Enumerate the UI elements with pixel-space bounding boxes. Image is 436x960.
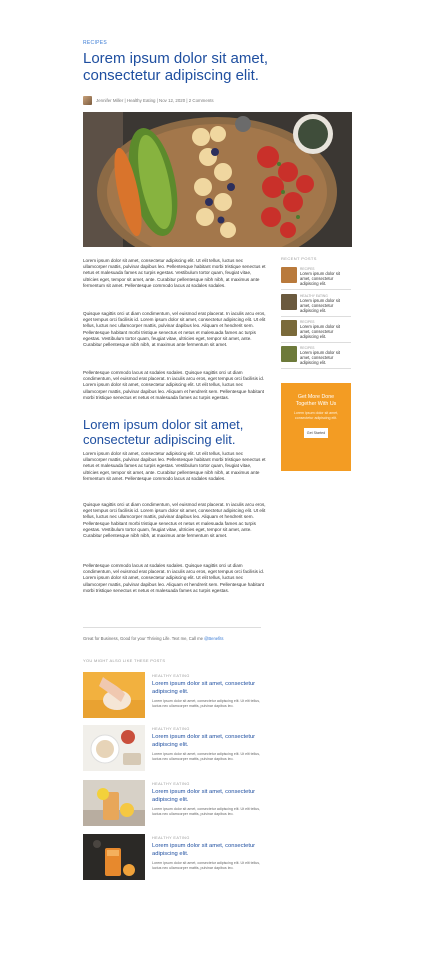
sidebar-post-title[interactable]: Lorem ipsum dolor sit amet, consectetur adipiscing elit. [300,271,341,286]
related-post-category: HEALTHY EATING [152,674,190,678]
sidebar-post[interactable] [281,346,351,369]
sidebar-post[interactable] [281,294,351,317]
related-post-thumbnail[interactable] [83,780,145,826]
related-post-category: HEALTHY EATING [152,836,190,840]
related-post-excerpt: Lorem ipsum dolor sit amet, consectetur adipiscing elit. Ut elit tellus, luctus nec ullamcorper mattis, pulvinar dapibus leo. [152,861,261,870]
sidebar-post-category: RECIPES [300,320,315,324]
article-paragraph: Quisque sagittis orci ut diam condimentum, vel euismod erat placerat. In iaculis arcu eros, eget tempus orci facilisis id. Lorem ipsum dolor sit amet, consectetur adipiscing elit. Ut elit tellus, luctus nec ullamcorper mattis, pulvinar dapibus leo. Aliquam et hendrerit sem. Pellentesque habitant morbi tristique senectus et netus et malesuada fames ac turpis egestas. Vestibulum tortor quam, feugiat vitae, ultricies eget, tempor sit amet, ante. Curabitur pellentesque nibh nibh, at maximus ante fermentum sit amet. [83,311,266,348]
cta-text: Lorem ipsum dolor sit amet, consectetur adipiscing elit. [293,411,339,420]
sidebar-post-thumbnail[interactable] [281,320,297,336]
related-post-thumbnail[interactable] [83,725,145,771]
related-post-thumbnail[interactable] [83,834,145,880]
page-title: Lorem ipsum dolor sit amet, consectetur adipiscing elit. [83,50,269,84]
footer-note-text: Great for Business, Good for your Thriving Life. Text me, Call me [83,636,203,641]
sidebar-post-title[interactable]: Lorem ipsum dolor sit amet, consectetur adipiscing elit. [300,350,341,365]
related-post[interactable] [83,780,268,826]
related-post[interactable] [83,834,268,880]
sidebar-post[interactable] [281,267,351,290]
article-paragraph: Quisque sagittis orci ut diam condimentum, vel euismod erat placerat. In iaculis arcu eros, eget tempus orci facilisis id. Lorem ipsum dolor sit amet, consectetur adipiscing elit. Ut elit tellus, luctus nec ullamcorper mattis, pulvinar dapibus leo. Aliquam et hendrerit sem. Pellentesque habitant morbi tristique senectus et netus et malesuada fames ac turpis egestas. Vestibulum tortor quam, feugiat vitae, ultricies eget, tempor sit amet, ante. Curabitur pellentesque nibh nibh, at maximus ante fermentum sit amet. [83,502,266,539]
sidebar-post-thumbnail[interactable] [281,346,297,362]
cta-box [281,383,351,471]
orange-juice-photo [83,834,145,880]
related-post-thumbnail[interactable] [83,672,145,718]
sidebar [281,256,351,471]
related-post-excerpt: Lorem ipsum dolor sit amet, consectetur adipiscing elit. Ut elit tellus, luctus nec ullamcorper mattis, pulvinar dapibus leo. [152,699,261,708]
related-post-category: HEALTHY EATING [152,782,190,786]
sidebar-post-category: HEALTHY EATING [300,294,328,298]
article-paragraph: Lorem ipsum dolor sit amet, consectetur adipiscing elit. Ut elit tellus, luctus nec ullamcorper mattis, pulvinar dapibus leo. Pellentesque habitant morbi tristique senectus et netus et malesuada fames ac turpis egestas. Vestibulum tortor quam, feugiat vitae, ultricies eget, tempor sit amet, ante. Curabitur pellentesque nibh nibh, at maximus ante fermentum sit amet. Pellentesque commodo lacus at sodales sodales. [83,258,266,288]
related-post-excerpt: Lorem ipsum dolor sit amet, consectetur adipiscing elit. Ut elit tellus, luctus nec ullamcorper mattis, pulvinar dapibus leo. [152,807,261,816]
avatar [83,96,92,105]
sidebar-post-title[interactable]: Lorem ipsum dolor sit amet, consectetur adipiscing elit. [300,324,341,339]
sidebar-post-thumbnail[interactable] [281,294,297,310]
sidebar-title: RECENT POSTS [281,256,317,261]
hero-image [83,112,352,247]
article-paragraph: Pellentesque commodo lacus at sodales sodales. Quisque sagittis orci ut diam condimentum, vel euismod erat placerat. In iaculis arcu eros, eget tempus orci facilisis id. Lorem ipsum dolor sit amet, consectetur adipiscing elit. Ut elit tellus, luctus nec ullamcorper mattis, pulvinar dapibus leo. Aliquam et hendrerit sem. Pellentesque habitant morbi tristique senectus et netus et malesuada fames ac turpis egestas. [83,370,265,400]
post-category-link[interactable]: RECIPES [83,40,108,46]
related-post-heading[interactable]: Lorem ipsum dolor sit amet, consectetur adipiscing elit. [152,843,256,857]
byline-text: Jennifer Miller | Healthy Eating | Nov 12, 2020 | 2 Comments [96,97,214,103]
breakfast-table-photo [83,725,145,771]
related-post-heading[interactable]: Lorem ipsum dolor sit amet, consectetur adipiscing elit. [152,789,256,803]
sidebar-post-thumbnail[interactable] [281,267,297,283]
cta-heading: Get More Done Together With Us [295,394,337,407]
related-post-category: HEALTHY EATING [152,727,190,731]
hand-with-cup-photo [83,672,145,718]
article-paragraph: Lorem ipsum dolor sit amet, consectetur adipiscing elit. Ut elit tellus, luctus nec ullamcorper mattis, pulvinar dapibus leo. Pellentesque habitant morbi tristique senectus et netus et malesuada fames ac turpis egestas. Vestibulum tortor quam, feugiat vitae, ultricies eget, tempor sit amet, ante. Curabitur pellentesque nibh nibh, at maximus ante fermentum sit amet. Pellentesque commodo lacus at sodales sodales. [83,451,266,481]
related-post-heading[interactable]: Lorem ipsum dolor sit amet, consectetur adipiscing elit. [152,681,256,695]
sidebar-post-title[interactable]: Lorem ipsum dolor sit amet, consectetur adipiscing elit. [300,298,341,313]
food-platter-photo [83,112,352,247]
related-post[interactable] [83,672,268,718]
sidebar-post[interactable] [281,320,351,343]
related-posts-title: YOU MIGHT ALSO LIKE THESE POSTS [83,658,166,663]
byline [83,95,214,105]
get-started-button[interactable]: Get Started [304,428,328,438]
sidebar-post-category: RECIPES [300,346,315,350]
related-post-excerpt: Lorem ipsum dolor sit amet, consectetur adipiscing elit. Ut elit tellus, luctus nec ullamcorper mattis, pulvinar dapibus leo. [152,752,261,761]
sidebar-post-category: RECIPES [300,267,315,271]
related-post-heading[interactable]: Lorem ipsum dolor sit amet, consectetur adipiscing elit. [152,734,256,748]
article-paragraph: Pellentesque commodo lacus at sodales sodales. Quisque sagittis orci ut diam condimentum, vel euismod erat placerat. In iaculis arcu eros, eget tempus orci facilisis id. Lorem ipsum dolor sit amet, consectetur adipiscing elit. Ut elit tellus, luctus nec ullamcorper mattis, pulvinar dapibus leo. Aliquam et hendrerit sem. Pellentesque habitant morbi tristique senectus et netus et malesuada fames ac turpis egestas. [83,563,265,593]
related-post[interactable] [83,725,268,771]
section-heading: Lorem ipsum dolor sit amet, consectetur adipiscing elit. [83,417,244,447]
divider [83,627,261,628]
footer-note [83,636,273,641]
footer-note-link[interactable]: @Benefits [204,636,224,641]
cocktail-drink-photo [83,780,145,826]
